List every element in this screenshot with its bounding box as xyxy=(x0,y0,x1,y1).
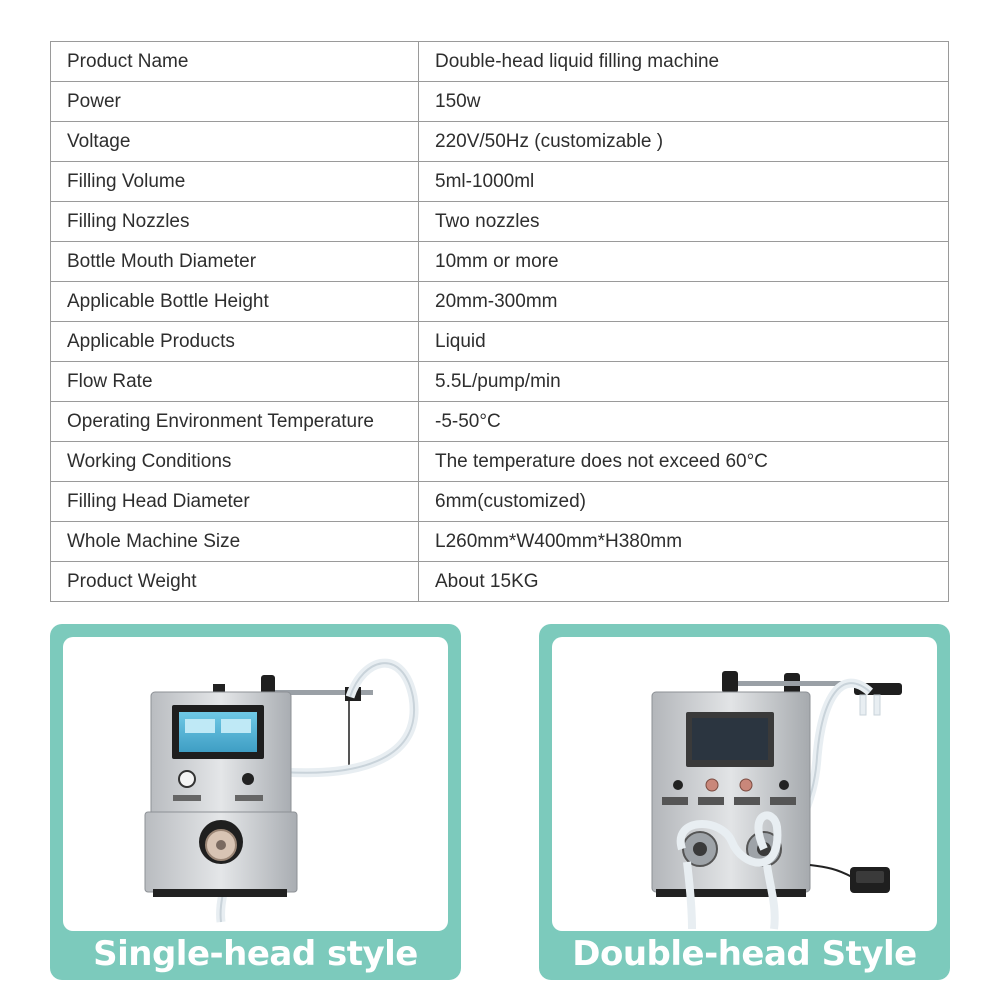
card-caption: Double-head Style xyxy=(572,934,917,974)
table-row xyxy=(51,202,949,242)
spec-label: Filling Nozzles xyxy=(51,202,419,242)
spec-label: Applicable Bottle Height xyxy=(51,282,419,322)
spec-value: 20mm-300mm xyxy=(419,282,949,322)
table-row xyxy=(51,82,949,122)
spec-value: Two nozzles xyxy=(419,202,949,242)
spec-label: Bottle Mouth Diameter xyxy=(51,242,419,282)
spec-value: 6mm(customized) xyxy=(419,482,949,522)
table-row xyxy=(51,122,949,162)
table-row xyxy=(51,362,949,402)
spec-label: Whole Machine Size xyxy=(51,522,419,562)
table-row xyxy=(51,442,949,482)
table-row xyxy=(51,42,949,82)
spec-value: 5.5L/pump/min xyxy=(419,362,949,402)
spec-value: The temperature does not exceed 60°C xyxy=(419,442,949,482)
spec-label: Filling Volume xyxy=(51,162,419,202)
spec-value: Double-head liquid filling machine xyxy=(419,42,949,82)
spec-label: Applicable Products xyxy=(51,322,419,362)
spec-label: Power xyxy=(51,82,419,122)
spec-value: 5ml-1000ml xyxy=(419,162,949,202)
card-caption: Single-head style xyxy=(93,934,418,974)
table-row xyxy=(51,162,949,202)
single-head-machine-image xyxy=(63,637,448,931)
single-head-machine-illustration xyxy=(63,637,448,931)
spec-label: Working Conditions xyxy=(51,442,419,482)
table-row xyxy=(51,322,949,362)
table-row xyxy=(51,482,949,522)
spec-label: Voltage xyxy=(51,122,419,162)
spec-label: Filling Head Diameter xyxy=(51,482,419,522)
table-row xyxy=(51,282,949,322)
double-head-machine-illustration xyxy=(552,637,937,931)
table-row xyxy=(51,522,949,562)
table-row xyxy=(51,402,949,442)
single-head-card xyxy=(50,624,461,980)
spec-value: 10mm or more xyxy=(419,242,949,282)
table-row xyxy=(51,562,949,602)
double-head-machine-image xyxy=(552,637,937,931)
spec-label: Product Name xyxy=(51,42,419,82)
spec-value: Liquid xyxy=(419,322,949,362)
spec-value: 220V/50Hz (customizable ) xyxy=(419,122,949,162)
spec-label: Flow Rate xyxy=(51,362,419,402)
spec-value: About 15KG xyxy=(419,562,949,602)
spec-label: Product Weight xyxy=(51,562,419,602)
spec-label: Operating Environment Temperature xyxy=(51,402,419,442)
table-row xyxy=(51,242,949,282)
spec-value: L260mm*W400mm*H380mm xyxy=(419,522,949,562)
spec-value: -5-50°C xyxy=(419,402,949,442)
spec-table xyxy=(50,41,949,602)
spec-value: 150w xyxy=(419,82,949,122)
double-head-card xyxy=(539,624,950,980)
